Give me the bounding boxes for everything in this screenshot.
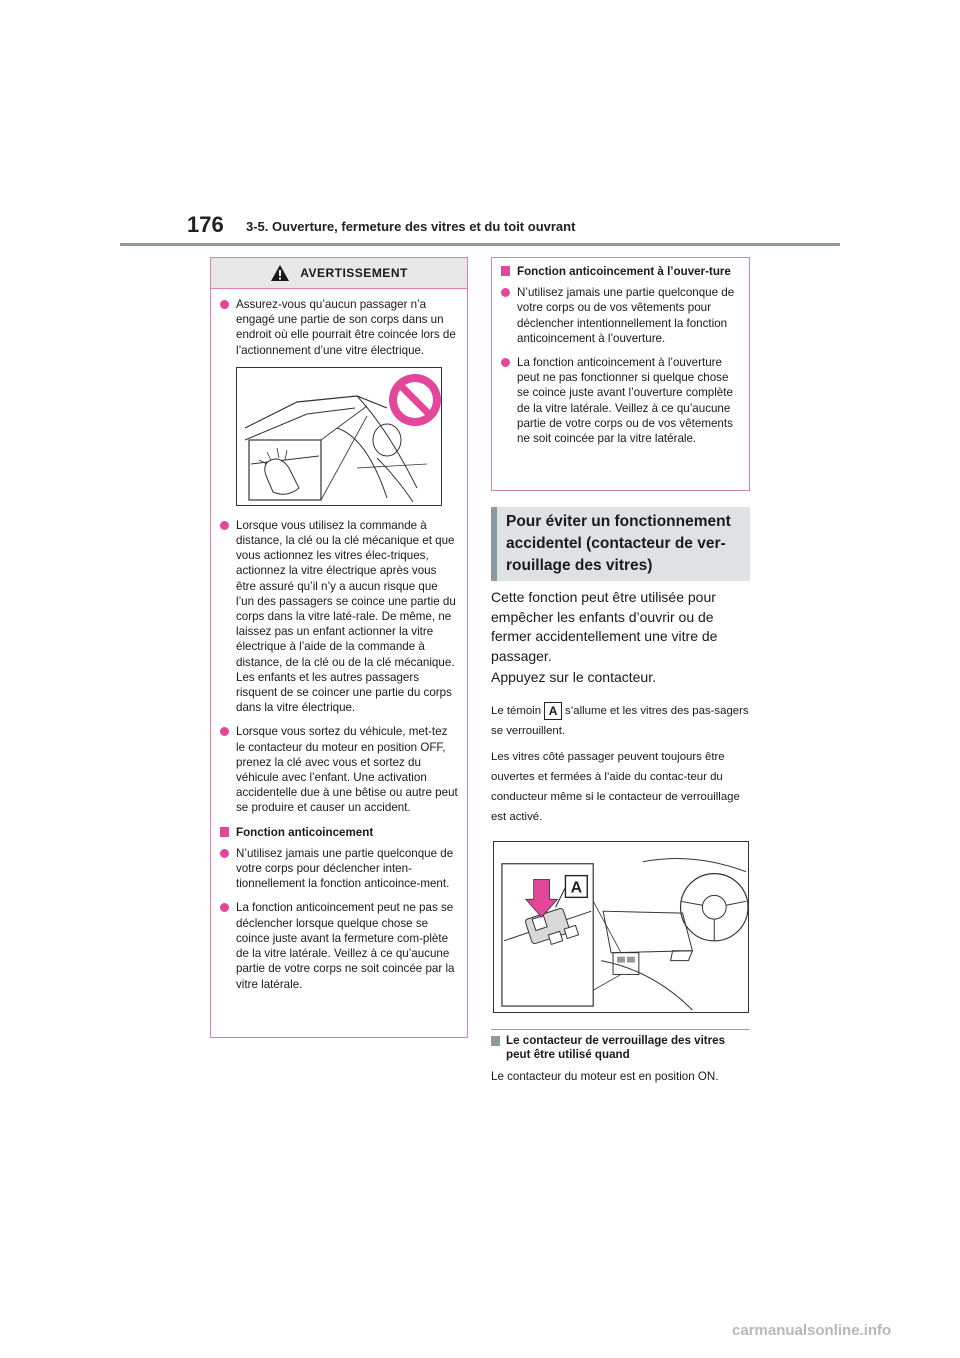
section-intro: Cette fonction peut être utilisée pour empêcher les enfants d’ouvrir ou de fermer accidentellement une vitre de passager. bbox=[491, 589, 718, 664]
watermark: carmanualsonline.info bbox=[732, 1322, 892, 1339]
warning-subheading: Fonction anticoincement bbox=[220, 825, 458, 840]
warning-triangle-icon bbox=[270, 264, 290, 282]
square-bullet-icon bbox=[501, 266, 510, 276]
section-rule bbox=[491, 1029, 750, 1030]
section-heading: Pour éviter un fonctionnement accidentel (contacteur de ver-rouillage des vitres) bbox=[491, 507, 750, 581]
bullet-dot-icon bbox=[220, 727, 229, 736]
lock-switch-condition: Le contacteur du moteur est en position ON. bbox=[491, 1070, 719, 1083]
bullet-dot-icon bbox=[220, 300, 229, 309]
warning-bullet: N’utilisez jamais une partie quelconque de votre corps pour déclencher inten-tionnellement la fonction anticoince-ment. bbox=[220, 846, 458, 892]
warning-bullet: La fonction anticoincement peut ne pas se déclencher lorsque quelque chose se coince juste avant la fermeture com-plète de la vitre latérale. Veillez à ce qu’aucune partie de votre corps ne soit coincée par la vitre latérale. bbox=[220, 900, 458, 991]
warning-bullet: Assurez-vous qu’aucun passager n’a engagé une partie de son corps dans un endroit où elle pourrait être coincée lors de l’actionnement d’une vitre électrique. bbox=[220, 297, 458, 358]
figure-label-a: A bbox=[570, 879, 583, 897]
warning-bullet: Lorsque vous sortez du véhicule, met-tez le contacteur du moteur en position OFF, prenez la clé avec vous et sortez du véhicule avec l’enfant. Une activation accidentelle due à une bêtise ou autre peut se produire et causer un accident. bbox=[220, 724, 458, 815]
warning-bullet: Lorsque vous utilisez la commande à distance, la clé ou la clé mécanique et que vous actionnez les vitres élec-triques, actionnez la vitre électrique après vous être assuré qu’il n’y a aucun risque que l’un des passagers se coince une partie du corps dans la vitre laté-rale. De même, ne laissez pas un enfant actionner la vitre électrique à l’aide de la commande à distance, de la clé ou de la clé mécanique. Les enfants et les autres passagers risquent de se coincer une partie du corps dans la vitre électrique. bbox=[220, 518, 458, 716]
bullet-dot-icon bbox=[501, 288, 510, 297]
warning-header bbox=[211, 258, 467, 289]
label-a-badge: A bbox=[544, 702, 562, 720]
bullet-dot-icon bbox=[220, 849, 229, 858]
caution-bullet: N’utilisez jamais une partie quelconque de votre corps ou de vos vêtements pour déclencher intentionnellement la fonction anticoincement à l’ouverture. bbox=[501, 285, 740, 346]
square-bullet-icon bbox=[220, 827, 229, 837]
bullet-dot-icon bbox=[501, 358, 510, 367]
square-bullet-icon bbox=[491, 1036, 500, 1046]
illustration-hand-caught-window bbox=[236, 367, 442, 506]
chapter-title: 3-5. Ouverture, fermeture des vitres et du toit ouvrant bbox=[246, 219, 576, 234]
warning-title: AVERTISSEMENT bbox=[300, 266, 408, 280]
lock-switch-illustration bbox=[494, 842, 748, 1012]
bullet-dot-icon bbox=[220, 521, 229, 530]
caution-bullet: La fonction anticoincement à l’ouverture peut ne pas fonctionner si quelque chose se coince juste avant l’ouverture complète de la vitre latérale. Veillez à ce qu’aucune partie de votre corps ou de vos vêtements ne soit coincée par la vitre latérale. bbox=[501, 355, 740, 446]
illustration-window-lock-switch bbox=[493, 841, 749, 1013]
bullet-dot-icon bbox=[220, 903, 229, 912]
section-instruction: Appuyez sur le contacteur. bbox=[491, 669, 656, 685]
header-rule bbox=[120, 243, 840, 246]
indicator-note: Le témoin A s’allume et les vitres des pas-sagers se verrouillent. bbox=[491, 703, 749, 737]
passenger-note: Les vitres côté passager peuvent toujours être ouvertes et fermées à l’aide du contac-teur du conducteur même si le contacteur de verrouillage est activé. bbox=[491, 751, 740, 823]
lock-switch-subheading: Le contacteur de verrouillage des vitres peut être utilisé quand bbox=[491, 1034, 750, 1062]
caution-box bbox=[491, 257, 750, 491]
warning-box bbox=[210, 257, 468, 1038]
page-number: 176 bbox=[187, 212, 224, 237]
caution-subheading: Fonction anticoincement à l’ouver-ture bbox=[501, 264, 740, 279]
hand-window-illustration bbox=[237, 368, 441, 505]
